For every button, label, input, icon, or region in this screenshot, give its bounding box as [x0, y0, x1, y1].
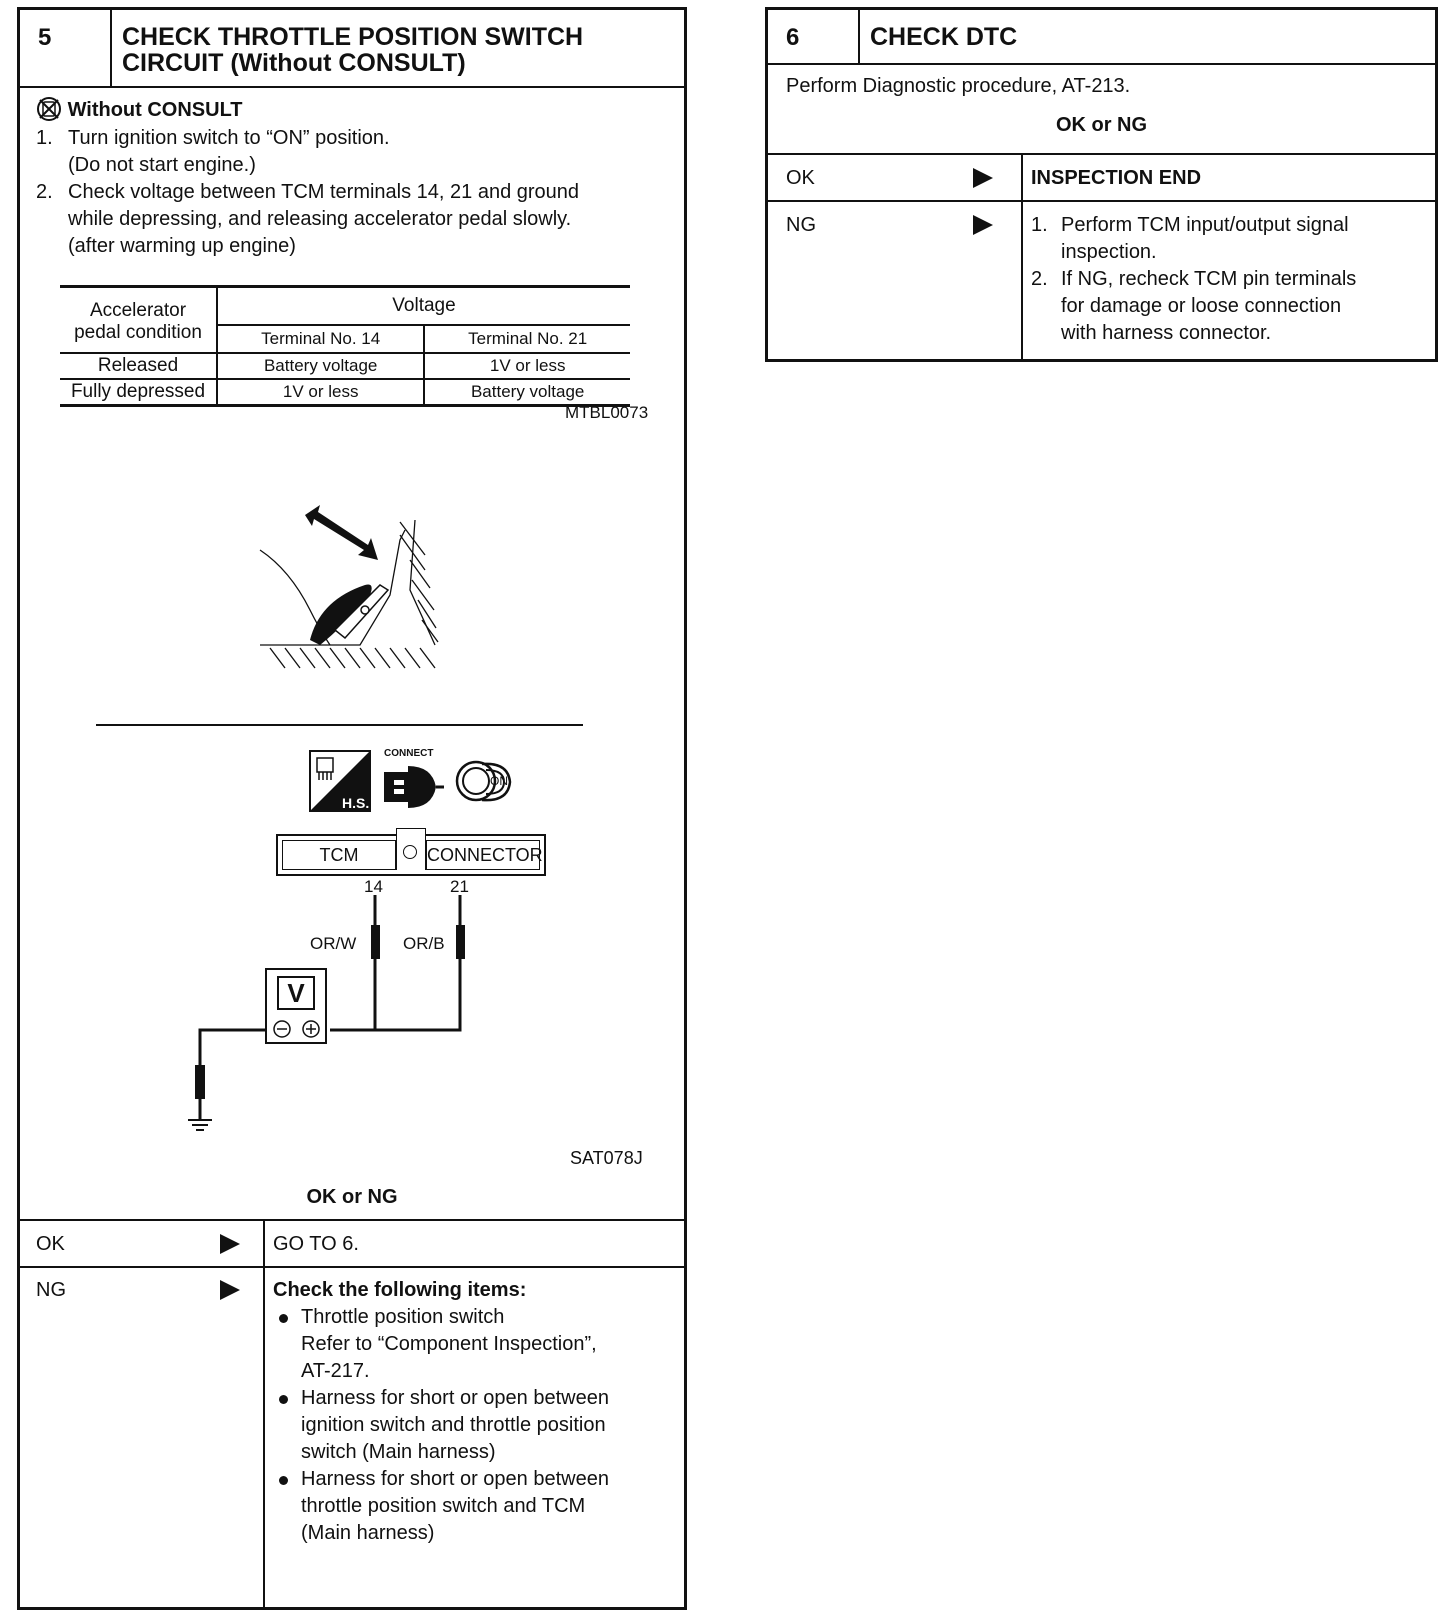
pin-21-label: 21	[450, 877, 469, 896]
table-row: Released Battery voltage 1V or less	[60, 353, 630, 379]
step6-ok-or-ng: OK or NG	[1055, 114, 1148, 136]
no-consult-icon	[36, 96, 62, 122]
table-row: Fully depressed 1V or less Battery voltage	[60, 379, 630, 406]
step5-ng-result	[273, 1277, 673, 1547]
result-column-divider	[263, 1219, 265, 1607]
list-item: Harness for short or open between ignition switch and throttle position switch (Main harness)	[273, 1385, 673, 1466]
step6-ng-row-rule	[768, 200, 1435, 202]
list-item: 2. If NG, recheck TCM pin terminals for damage or loose connection with harness connector.	[1031, 268, 1357, 344]
accelerator-pedal-illustration	[250, 500, 450, 680]
step5-title-line2: CIRCUIT (Without CONSULT)	[122, 49, 466, 77]
step5-ng-label: NG	[36, 1279, 66, 1301]
instruction-item: 2. Check voltage between TCM terminals 14, 21 and ground while depressing, and releasing accelerator pedal slowly. (after warming up engine)	[36, 181, 580, 257]
col-header-condition: Accelerator pedal condition	[60, 287, 217, 354]
list-item: Harness for short or open between throttle position switch and TCM (Main harness)	[273, 1466, 673, 1547]
pin-14-label: 14	[364, 877, 383, 896]
list-item: Throttle position switch Refer to “Component Inspection”, AT-217.	[273, 1304, 673, 1385]
instruction-item: 1. Turn ignition switch to “ON” position. (Do not start engine.)	[36, 127, 390, 176]
step6-ng-result	[1031, 212, 1426, 347]
tcm-connector	[276, 834, 546, 876]
ng-arrow-icon	[220, 1280, 240, 1300]
diagram-code: SAT078J	[570, 1148, 643, 1168]
meter-terminals-icon	[271, 1018, 323, 1040]
step5-title-line1: CHECK THROTTLE POSITION SWITCH	[122, 23, 584, 51]
tcm-label: TCM	[282, 840, 396, 870]
ok-row-top-rule	[20, 1219, 684, 1221]
step6-header-rule	[768, 63, 1435, 65]
ng-row-top-rule	[20, 1266, 684, 1268]
wiring-diagram	[170, 895, 490, 1135]
table-code: MTBL0073	[565, 403, 649, 422]
step6-title: CHECK DTC	[870, 23, 1018, 51]
step5-number: 5	[38, 24, 52, 51]
without-consult-heading: Without CONSULT	[36, 96, 243, 124]
list-item: 1. Perform TCM input/output signal inspection.	[1031, 214, 1349, 263]
ok-arrow-icon	[973, 168, 993, 188]
step5-ok-result: GO TO 6.	[273, 1233, 359, 1255]
step5-ok-label: OK	[36, 1233, 65, 1255]
ng-arrow-icon	[973, 215, 993, 235]
step6-box	[765, 7, 1438, 362]
hs-label: H.S.	[342, 795, 370, 811]
wire-orw-label: OR/W	[310, 934, 357, 953]
voltmeter	[265, 968, 327, 1044]
voltmeter-display: V	[277, 976, 315, 1010]
step6-instruction: Perform Diagnostic procedure, AT-213.	[786, 75, 1131, 97]
step5-header-divider	[110, 10, 112, 86]
connector-latch	[396, 828, 426, 870]
wire-orb-label: OR/B	[403, 934, 445, 953]
connector-label: CONNECTOR	[426, 840, 540, 870]
col-header-term21: Terminal No. 21	[468, 329, 588, 348]
step6-ok-row-rule	[768, 153, 1435, 155]
col-header-voltage: Voltage	[217, 287, 630, 326]
step5-title	[122, 24, 583, 76]
diagram-divider	[96, 724, 583, 726]
ok-arrow-icon	[220, 1234, 240, 1254]
step5-box	[17, 7, 687, 1610]
step6-ng-label: NG	[786, 214, 816, 236]
on-label: ON	[490, 774, 508, 788]
step6-number: 6	[786, 24, 800, 51]
col-header-term14: Terminal No. 14	[217, 325, 424, 353]
step6-header-divider	[858, 10, 860, 63]
voltage-table	[60, 285, 630, 407]
connect-icon	[380, 762, 446, 812]
ng-title: Check the following items:	[273, 1279, 527, 1301]
connect-label: CONNECT	[384, 748, 434, 759]
step5-ok-or-ng: OK or NG	[306, 1186, 398, 1208]
step6-ok-label: OK	[786, 167, 815, 189]
step6-result-divider	[1021, 153, 1023, 359]
connector-pin-marker	[403, 845, 417, 859]
step5-instructions	[36, 125, 676, 260]
step6-ok-result: INSPECTION END	[1031, 167, 1202, 189]
step5-header-rule	[20, 86, 684, 88]
